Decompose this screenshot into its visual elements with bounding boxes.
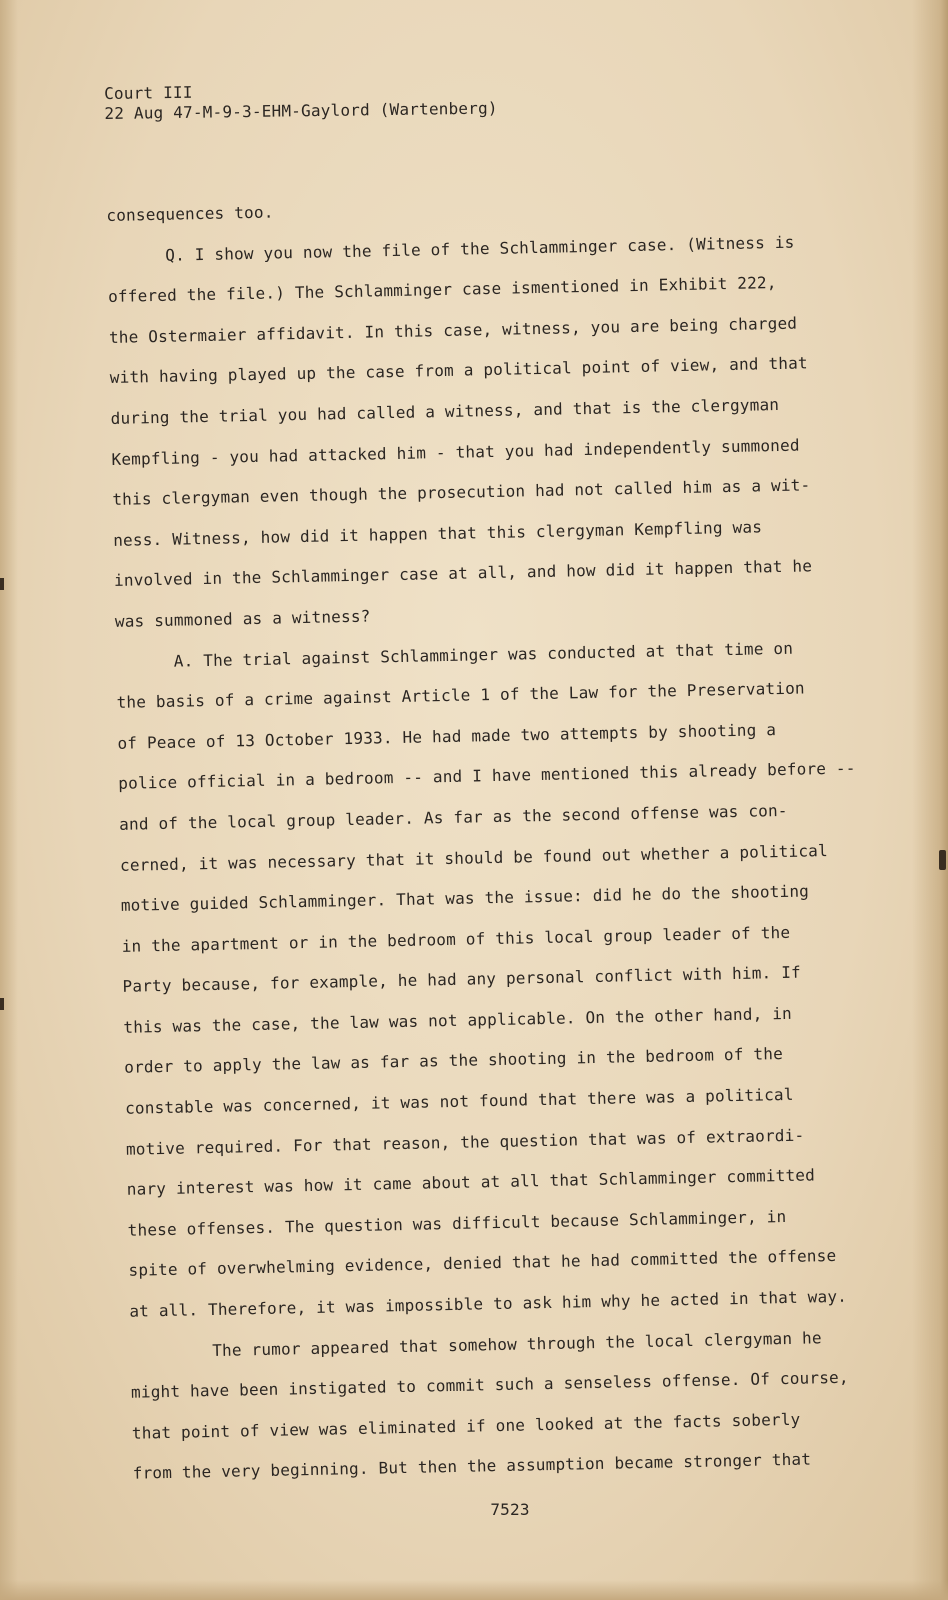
paper-left-edge	[0, 0, 18, 1600]
text-line: Kempfling - you had attacked him - that you had independently summoned	[111, 435, 800, 469]
text-line: this was the case, the law was not applicable. On the other hand, in	[123, 1003, 793, 1037]
text-line: spite of overwhelming evidence, denied that he had committed the offense	[128, 1246, 837, 1281]
header-reference: 22 Aug 47-M-9-3-EHM-Gaylord (Wartenberg)	[104, 98, 498, 123]
text-line: The rumor appeared that somehow through the local clergyman he	[211, 1327, 822, 1360]
text-line: the basis of a crime against Article 1 of the Law for the Preservation	[116, 678, 805, 713]
text-line: nary interest was how it came about at all that Schlamminger committed	[126, 1165, 816, 1200]
text-line: constable was concerned, it was not found that there was a political	[124, 1084, 794, 1118]
text-line: of Peace of 13 October 1933. He had made two attempts by shooting a	[117, 719, 777, 753]
margin-mark	[0, 998, 4, 1010]
text-line: might have been instigated to commit such a senseless offense. Of course,	[130, 1367, 849, 1402]
text-line: A. The trial against Schlamminger was conducted at that time on	[173, 638, 794, 671]
binding-mark	[939, 850, 946, 870]
text-line: involved in the Schlamminger case at all, and how did it happen that he	[113, 556, 813, 591]
paper-bottom-edge	[0, 1580, 948, 1600]
text-line: from the very beginning. But then the assumption became stronger that	[132, 1449, 812, 1484]
text-line: Party because, for example, he had any personal conflict with him. If	[122, 962, 802, 997]
text-line: was summoned as a witness?	[114, 606, 371, 631]
text-line: that point of view was eliminated if one looked at the facts soberly	[131, 1409, 801, 1443]
text-line: Q. I show you now the file of the Schlamminger case. (Witness is	[165, 232, 795, 265]
text-line: during the trial you had called a witness, and that is the clergyman	[110, 394, 780, 428]
text-line: motive guided Schlamminger. That was the issue: did he do the shooting	[120, 881, 810, 915]
margin-mark	[0, 578, 4, 590]
text-line: in the apartment or in the bedroom of this local group leader of the	[121, 922, 791, 956]
text-line: offered the file.) The Schlamminger case ismentioned in Exhibit 222,	[107, 273, 777, 307]
text-line: these offenses. The question was difficult because Schlamminger, in	[127, 1206, 787, 1240]
text-line: cerned, it was necessary that it should be found out whether a political	[119, 840, 829, 875]
text-line: ness. Witness, how did it happen that this clergyman Kempfling was	[113, 517, 763, 550]
page-number: 7523	[490, 1500, 530, 1519]
text-line: police official in a bedroom -- and I have mentioned this already before --	[118, 758, 856, 794]
text-line: with having played up the case from a political point of view, and that	[109, 353, 808, 388]
header-court: Court III	[104, 82, 193, 103]
text-line: motive required. For that reason, the question that was of extraordi-	[125, 1125, 805, 1159]
transcript-body	[106, 179, 933, 1494]
text-line: this clergyman even though the prosecution had not called him as a wit-	[112, 475, 811, 510]
text-line: and of the local group leader. As far as the second offense was con-	[118, 800, 788, 834]
text-line: the Ostermaier affidavit. In this case, witness, you are being charged	[108, 313, 798, 347]
text-line: at all. Therefore, it was impossible to ask him why he acted in that way.	[129, 1286, 848, 1321]
document-header	[104, 79, 498, 124]
text-line: consequences too.	[106, 202, 274, 225]
text-line: order to apply the law as far as the shooting in the bedroom of the	[124, 1044, 784, 1078]
